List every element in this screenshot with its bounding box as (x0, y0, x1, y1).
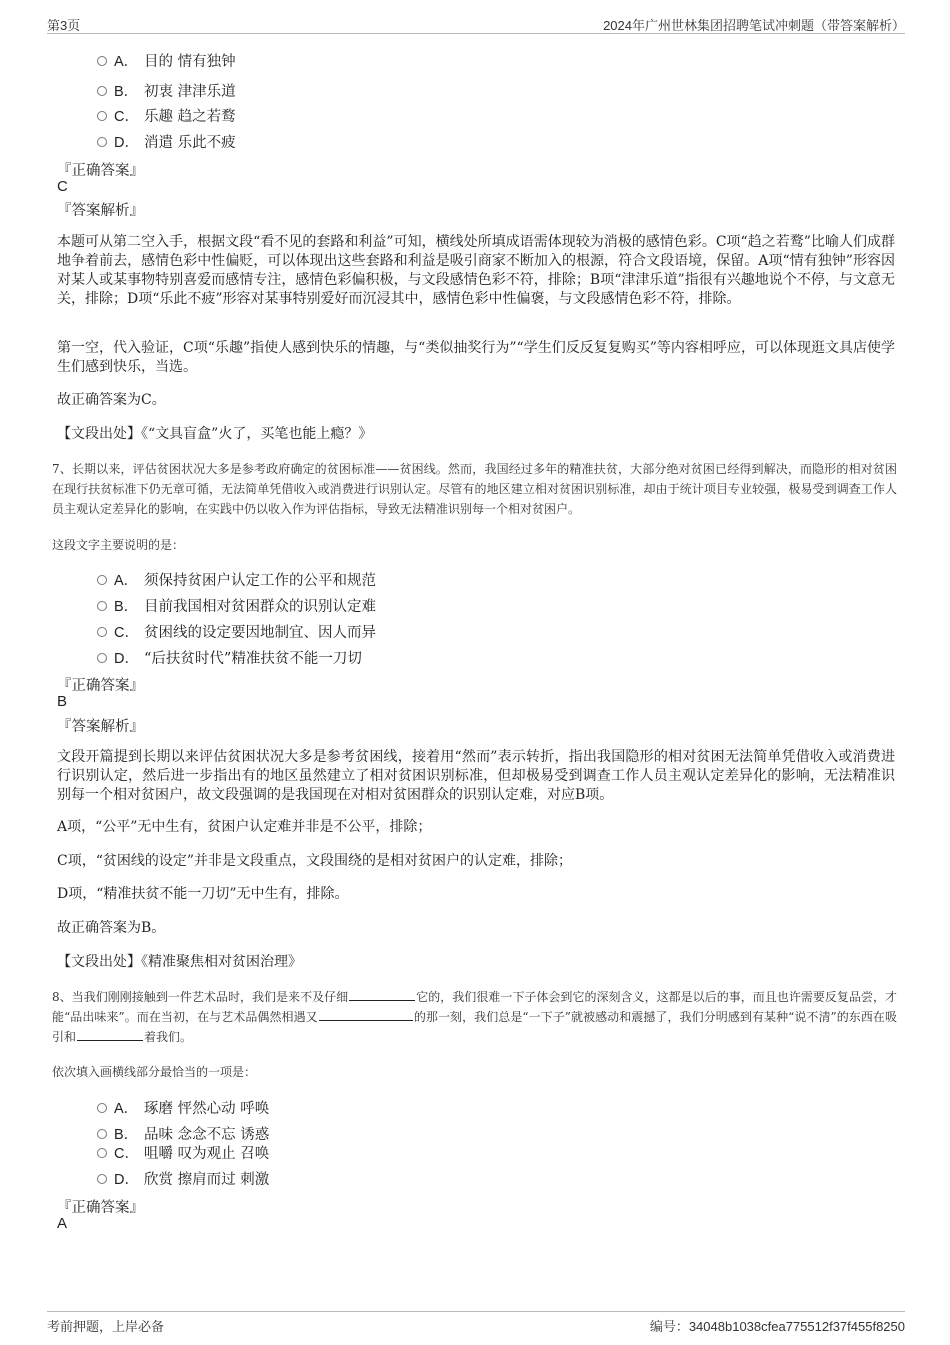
document-title: 2024年广州世林集团招聘笔试冲刺题（带答案解析） (603, 18, 905, 33)
q7-source: 【文段出处】《精准聚焦相对贫困治理》 (57, 954, 302, 970)
page-number: 第3页 (47, 18, 81, 33)
radio-icon[interactable] (97, 627, 107, 637)
q7-analysis-p1: 文段开篇提到长期以来评估贫困状况大多是参考贫困线，接着用“然而”表示转折，指出我国隐形的相对贫困无法简单凭借收入或消费进行识别认定，然后进一步指出有的地区虽然建立了相对贫困识别标准，但却极易受到调查工作人员主观认定差异化的影响，无法精准识别每一个相对贫困户，故文段强调的是我国现在对相对贫困群众的识别认定难，对应B项。 (57, 749, 895, 803)
q6-analysis-p3: 故正确答案为C。 (57, 392, 166, 408)
q6-answer-label: 『正确答案』 (57, 163, 144, 179)
q7-prompt: 这段文字主要说明的是： (52, 538, 185, 552)
radio-icon[interactable] (97, 653, 107, 663)
q8-prompt: 依次填入画横线部分最恰当的一项是： (52, 1065, 257, 1079)
radio-icon[interactable] (97, 86, 107, 96)
q6-analysis-p1: 本题可从第二空入手，根据文段“看不见的套路和利益”可知，横线处所填成语需体现较为消极的感情色彩。C项“趋之若鹜”比喻人们成群地争着前去，感情色彩中性偏贬，可以体现出这些套路和利益是吸引商家不断加入的根源，符合文段语境，保留。A项“情有独钟”形容因对某人或某事物特别喜爱而感情专注，感情色彩偏积极，与文段感情色彩不符，排除；B项“津津乐道”指很有兴趣地说个不停，与文意无关，排除；D项“乐此不疲”形容对某事特别爱好而沉浸其中，感情色彩中性偏褒，与文段感情色彩不符，排除。 (57, 234, 895, 307)
radio-icon[interactable] (97, 111, 107, 121)
page-footer (47, 1311, 905, 1334)
radio-icon[interactable] (97, 137, 107, 147)
radio-icon[interactable] (97, 1129, 107, 1139)
radio-icon[interactable] (97, 1148, 107, 1158)
q6-analysis-label: 『答案解析』 (57, 203, 144, 219)
q7-analysis-p5: 故正确答案为B。 (57, 920, 166, 936)
q6-analysis-p2: 第一空，代入验证，C项“乐趣”指使人感到快乐的情趣，与“类似抽奖行为”“学生们反反复复购买”等内容相呼应，可以体现逛文具店使学生们感到快乐，当选。 (57, 340, 895, 375)
fill-blank (349, 988, 415, 1001)
q7-stem: 7、长期以来，评估贫困状况大多是参考政府确定的贫困标准——贫困线。然而，我国经过多年的精准扶贫，大部分绝对贫困已经得到解决，而隐形的相对贫困在现行扶贫标准下仍无章可循，无法简单凭借收入或消费进行识别认定。尽管有的地区建立相对贫困识别标准，却由于统计项目专业较强，极易受到调查工作人员主观认定差异化的影响，在实践中仍以收入作为评估指标，导致无法精准识别每一个相对贫困户。 (52, 462, 897, 516)
document-code: 编号：34048b1038cfea775512f37f455f8250 (649, 1319, 905, 1334)
q7-analysis-label: 『答案解析』 (57, 719, 144, 735)
page-header (47, 13, 905, 34)
q7-answer-label: 『正确答案』 (57, 678, 144, 694)
q8-answer: A (57, 1215, 68, 1232)
q7-answer: B (57, 693, 68, 710)
radio-icon[interactable] (97, 601, 107, 611)
q8-answer-label: 『正确答案』 (57, 1200, 144, 1216)
q7-analysis-p3: C项，“贫困线的设定”并非是文段重点，文段围绕的是相对贫困户的认定难，排除； (57, 853, 573, 869)
q7-analysis-p2: A项，“公平”无中生有，贫困户认定难并非是不公平，排除； (57, 819, 432, 835)
footer-slogan: 考前押题，上岸必备 (47, 1319, 165, 1334)
radio-icon[interactable] (97, 1103, 107, 1113)
radio-icon[interactable] (97, 575, 107, 585)
radio-icon[interactable] (97, 56, 107, 66)
q8-stem: 8、当我们刚刚接触到一件艺术品时，我们是来不及仔细 它的，我们很难一下子体会到它的深刻含义，这都是以后的事，而且也许需要反复品尝，才能“品出味来”。而在当初，在与艺术品偶然相遇又 的那一刻，我们总是“一下子”就被感动和震撼了，我们分明感到有某种“说不清”的东西在吸引和 着我们。 (52, 990, 897, 1044)
fill-blank (319, 1008, 413, 1021)
fill-blank (77, 1028, 143, 1041)
radio-icon[interactable] (97, 1174, 107, 1184)
q6-answer: C (57, 178, 68, 195)
q6-source: 【文段出处】《“文具盲盒”火了，买笔也能上瘾？》 (57, 426, 373, 442)
q7-analysis-p4: D项，“精准扶贫不能一刀切”无中生有，排除。 (57, 886, 349, 902)
